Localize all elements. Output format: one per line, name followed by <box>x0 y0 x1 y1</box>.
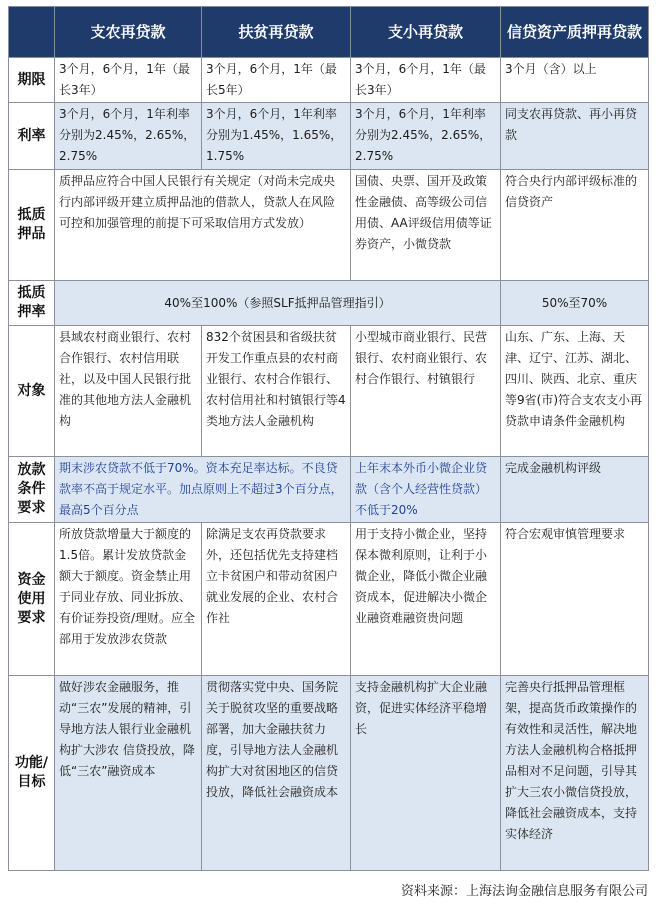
row-label: 功能/目标 <box>9 676 55 871</box>
row-lending-conditions <box>9 457 649 523</box>
row-label: 利率 <box>9 103 55 170</box>
cell: 完成金融机构评级 <box>501 457 649 523</box>
cell: 县域农村商业银行、农村合作银行、农村信用联社，以及中国人民银行批准的其他地方法人金融机构 <box>55 326 202 457</box>
header-credit-pledge-relending: 信贷资产质押再贷款 <box>501 7 649 58</box>
cell: 3个月，6个月，1年（最长3年） <box>55 58 202 103</box>
row-collateral <box>9 170 649 281</box>
cell: 做好涉农金融服务，推动“三农”发展的精神，引导地方法人银行业金融机构扩大涉农 信贷投放，降低“三农”融资成本 <box>55 676 202 871</box>
header-corner <box>9 7 55 58</box>
cell: 国债、央票、国开及政策性金融债、高等级公司信用债、AA评级信用债等证券资产，小微贷款 <box>351 170 501 281</box>
cell: 3个月，6个月，1年利率分别为2.45%，2.65%，2.75% <box>55 103 202 170</box>
row-label: 抵质押品 <box>9 170 55 281</box>
cell: 3个月（含）以上 <box>501 58 649 103</box>
cell: 除满足支农再贷款要求外，还包括优先支持建档立卡贫困户和带动贫困户就业发展的企业、农村合作社 <box>202 523 351 676</box>
source-note: 资料来源：上海法询金融信息服务有限公司 <box>400 884 648 899</box>
cell: 用于支持小微企业，坚持保本微利原则，让利于小微企业，降低小微企业融资成本，促进解决小微企业融资难融资贵问题 <box>351 523 501 676</box>
row-collateral-rate <box>9 281 649 326</box>
merged-cell: 40%至100%（参照SLF抵押品管理指引） <box>55 281 501 326</box>
cell: 支持金融机构扩大企业融资，促进实体经济平稳增长 <box>351 676 501 871</box>
row-rate <box>9 103 649 170</box>
row-label: 资金使用要求 <box>9 523 55 676</box>
cell: 3个月，6个月，1年（最长5年） <box>202 58 351 103</box>
cell: 符合央行内部评级标准的信贷资产 <box>501 170 649 281</box>
merged-cell: 质押品应符合中国人民银行有关规定（对尚未完成央行内部评级开建立质押品池的借款人，贷款人在风险可控和加强管理的前提下可采取信用方式发放） <box>55 170 351 281</box>
row-term <box>9 58 649 103</box>
cell: 50%至70% <box>501 281 649 326</box>
relending-comparison-table <box>8 6 649 871</box>
row-label: 期限 <box>9 58 55 103</box>
row-target <box>9 326 649 457</box>
cell: 同支农再贷款、再小再贷款 <box>501 103 649 170</box>
cell: 小型城市商业银行、民营银行、农村商业银行、农村合作银行、村镇银行 <box>351 326 501 457</box>
row-label: 放款条件要求 <box>9 457 55 523</box>
header-agri-relending: 支农再贷款 <box>55 7 202 58</box>
cell: 贯彻落实党中央、国务院关于脱贫攻坚的重要战略部署，加大金融扶贫力度，引导地方法人金融机构扩大对贫困地区的信贷投放，降低社会融资成本 <box>202 676 351 871</box>
policy-table-wrapper <box>8 6 648 871</box>
cell: 3个月，6个月，1年（最长3年） <box>351 58 501 103</box>
header-poverty-relending: 扶贫再贷款 <box>202 7 351 58</box>
cell: 上年末本外币小微企业贷款（含个人经营性贷款）不低于20% <box>351 457 501 523</box>
cell: 832个贫困县和省级扶贫开发工作重点县的农村商业银行、农村合作银行、农村信用社和村镇银行等4类地方法人金融机构 <box>202 326 351 457</box>
row-label: 对象 <box>9 326 55 457</box>
header-smallbiz-relending: 支小再贷款 <box>351 7 501 58</box>
cell: 符合宏观审慎管理要求 <box>501 523 649 676</box>
cell: 3个月，6个月，1年利率分别为2.45%，2.65%，2.75% <box>351 103 501 170</box>
merged-cell: 期末涉农贷款不低于70%。资本充足率达标。不良贷款率不高于规定水平。加点原则上不超过3个百分点，最高5个百分点 <box>55 457 351 523</box>
cell: 完善央行抵押品管理框架，提高货币政策操作的有效性和灵活性，解决地方法人金融机构合格抵押品相对不足问题，引导其扩大三农小微信贷投放，降低社会融资成本，支持实体经济 <box>501 676 649 871</box>
cell: 所放贷款增量大于额度的1.5倍。累计发放贷款金额大于额度。资金禁止用于同业存放、同业拆放、有价证券投资/理财。应全部用于发放涉农贷款 <box>55 523 202 676</box>
row-fund-usage <box>9 523 649 676</box>
row-label: 抵质押率 <box>9 281 55 326</box>
header-row <box>9 7 649 58</box>
row-function-goal <box>9 676 649 871</box>
cell: 3个月，6个月，1年利率分别为1.45%，1.65%，1.75% <box>202 103 351 170</box>
cell: 山东、广东、上海、天津、辽宁、江苏、湖北、四川、陕西、北京、重庆等9省(市)符合支农支小再贷款申请条件金融机构 <box>501 326 649 457</box>
